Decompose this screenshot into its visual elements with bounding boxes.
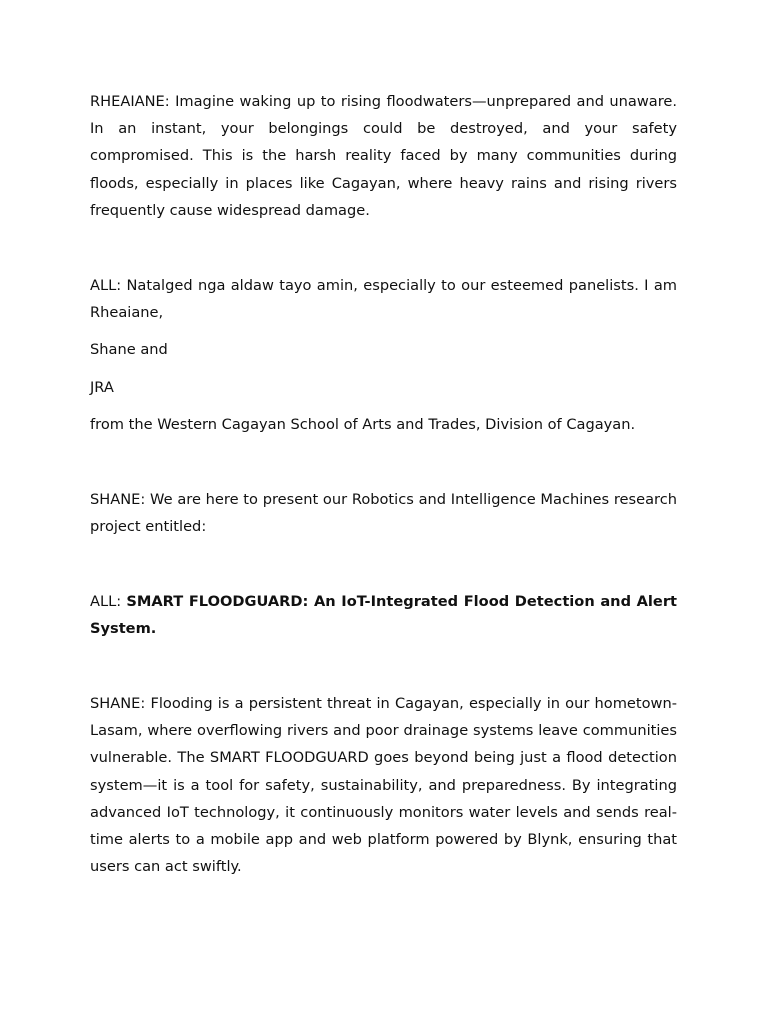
speaker-label: SHANE: — [90, 695, 146, 712]
paragraph-school — [90, 411, 677, 438]
paragraph-greeting — [90, 272, 677, 326]
paragraph-intro — [90, 88, 677, 224]
paragraph-description — [90, 690, 677, 880]
paragraph-title — [90, 588, 677, 642]
paragraph-shane — [90, 336, 677, 363]
speaker-label: SHANE: — [90, 491, 146, 508]
project-title: SMART FLOODGUARD: An IoT-Integrated Flood Detection and Alert System. — [90, 593, 677, 638]
paragraph-text: Flooding is a persistent threat in Cagayan, especially in our hometown- Lasam, where overflowing rivers and poor drainage systems leave communities vulnerable. The SMART FLOODGUARD goes beyond being just a flood detection system—it is a tool for safety, sustainability, and preparedness. By integrating advanced IoT technology, it continuously monitors water levels and sends real-time alerts to a mobile app and web platform powered by Blynk, ensuring that users can act swiftly. — [90, 695, 677, 876]
speaker-label: ALL: — [90, 593, 122, 610]
paragraph-text: We are here to present our Robotics and Intelligence Machines research project entitled: — [90, 491, 678, 536]
paragraph-text: JRA — [90, 379, 114, 396]
paragraph-text: Imagine waking up to rising floodwaters—unprepared and unaware. In an instant, your belongings could be destroyed, and your safety compromised. This is the harsh reality faced by many communities during floods, especially in places like Cagayan, where heavy rains and rising rivers frequently cause widespread damage. — [90, 93, 678, 219]
paragraph-text: Natalged nga aldaw tayo amin, especially to our esteemed panelists. I am Rheaiane, — [90, 277, 677, 322]
paragraph-jra — [90, 374, 677, 401]
paragraph-text: from the Western Cagayan School of Arts and Trades, Division of Cagayan. — [90, 416, 636, 433]
paragraph-present — [90, 486, 677, 540]
paragraph-text: Shane and — [90, 341, 168, 358]
speaker-label: RHEAIANE: — [90, 93, 170, 110]
speaker-label: ALL: — [90, 277, 122, 294]
